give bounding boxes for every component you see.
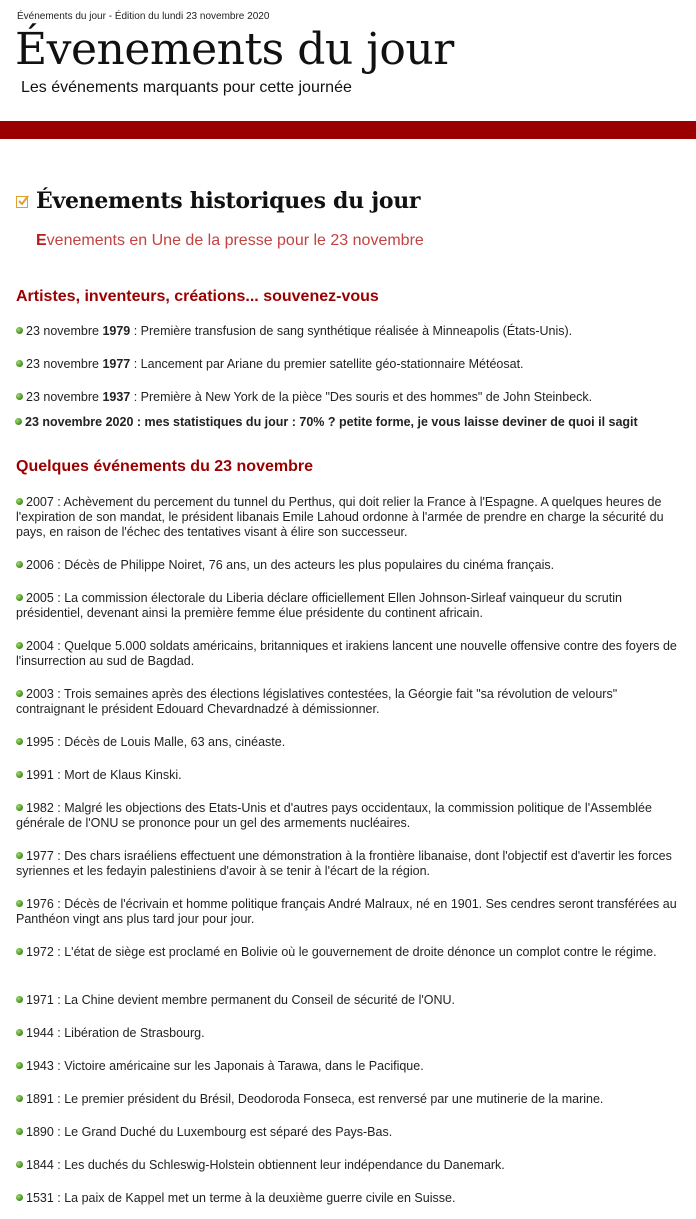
bullet-icon [16, 561, 23, 568]
list-item [16, 390, 682, 405]
list-item [16, 735, 682, 750]
bullet-icon [16, 1062, 23, 1069]
bullet-icon [16, 594, 23, 601]
bullet-icon [16, 690, 23, 697]
item-year: 1977 [102, 357, 131, 371]
list-item [16, 495, 682, 540]
list-item [16, 357, 682, 372]
list-item [16, 558, 682, 573]
edition-line: Événements du jour - Édition du lundi 23 novembre 2020 [17, 11, 270, 22]
press-headlines-link[interactable] [36, 232, 424, 250]
item-date: 23 novembre [26, 324, 103, 338]
event-text: 1971 : La Chine devient membre permanent du Conseil de sécurité de l'ONU. [26, 993, 456, 1007]
list-item [16, 1125, 682, 1140]
event-text: 1972 : L'état de siège est proclamé en Bolivie où le gouvernement de droite dénonce un complot contre le régime. [26, 945, 657, 959]
bullet-icon [16, 804, 23, 811]
bullet-icon [16, 900, 23, 907]
bullet-icon [16, 738, 23, 745]
event-text: 1844 : Les duchés du Schleswig-Holstein obtiennent leur indépendance du Danemark. [26, 1158, 505, 1172]
list-item [16, 1191, 682, 1206]
events-heading: Quelques événements du 23 novembre [16, 458, 313, 475]
bullet-icon [16, 393, 23, 400]
list-item [16, 639, 682, 669]
bullet-icon [16, 1194, 23, 1201]
event-text: 2003 : Trois semaines après des élections législatives contestées, la Géorgie fait "sa révolution de velours" contraignant le président Edouard Chevardnadzé à démissionner. [16, 687, 618, 716]
bullet-icon [16, 498, 23, 505]
bullet-icon [16, 1128, 23, 1135]
item-text: : Lancement par Ariane du premier satellite géo-stationnaire Météosat. [130, 357, 524, 371]
list-item [16, 591, 682, 621]
list-item [16, 687, 682, 717]
event-text: 2005 : La commission électorale du Liberia déclare officiellement Ellen Johnson-Sirleaf vainqueur du scrutin présidentiel, devenant ainsi la première femme élue présidente du continent africain. [16, 591, 622, 620]
press-link-initial: E [36, 232, 47, 249]
list-item [16, 768, 682, 783]
list-item [16, 801, 682, 831]
event-text: 2004 : Quelque 5.000 soldats américains, britanniques et irakiens lancent une nouvelle offensive contre des foyers de l'insurrection au sud de Bagdad. [16, 639, 677, 668]
list-item [16, 849, 682, 879]
bullet-icon [15, 418, 22, 425]
bullet-icon [16, 642, 23, 649]
item-year: 1937 [102, 390, 131, 404]
stats-text: 23 novembre 2020 : mes statistiques du jour : 70% ? petite forme, je vous laisse deviner de quoi il sagit [25, 415, 638, 429]
list-item [16, 945, 682, 960]
event-text: 1976 : Décès de l'écrivain et homme politique français André Malraux, né en 1901. Ses cendres seront transférées au Panthéon vingt ans plus tard jour pour jour. [16, 897, 677, 926]
event-text: 1891 : Le premier président du Brésil, Deodoroda Fonseca, est renversé par une mutinerie de la marine. [26, 1092, 604, 1106]
checkbox-icon [16, 196, 28, 208]
artists-heading: Artistes, inventeurs, créations... souvenez-vous [16, 288, 379, 305]
event-text: 1943 : Victoire américaine sur les Japonais à Tarawa, dans le Pacifique. [26, 1059, 424, 1073]
section-header [16, 188, 420, 214]
bullet-icon [16, 771, 23, 778]
header-band [0, 121, 696, 139]
event-text: 1991 : Mort de Klaus Kinski. [26, 768, 182, 782]
list-item [16, 1092, 682, 1107]
press-link-text: venements en Une de la presse pour le 23 novembre [46, 232, 424, 249]
item-date: 23 novembre [26, 390, 103, 404]
bullet-icon [16, 1161, 23, 1168]
list-item [16, 897, 682, 927]
item-text: : Première à New York de la pièce "Des souris et des hommes" de John Steinbeck. [130, 390, 593, 404]
list-item [16, 324, 682, 339]
stats-item [15, 415, 681, 430]
item-date: 23 novembre [26, 357, 103, 371]
bullet-icon [16, 948, 23, 955]
list-item [16, 993, 682, 1008]
site-tagline: Les événements marquants pour cette journée [21, 79, 352, 96]
site-title[interactable]: Évenements du jour [15, 24, 454, 75]
item-year: 1979 [102, 324, 131, 338]
list-item [16, 1026, 682, 1041]
event-text: 1890 : Le Grand Duché du Luxembourg est séparé des Pays-Bas. [26, 1125, 393, 1139]
event-text: 1977 : Des chars israéliens effectuent une démonstration à la frontière libanaise, dont l'objectif est d'avertir les forces syriennes et les fedayin palestiniens d'avoir à se tenir à l'écart de la région. [16, 849, 672, 878]
bullet-icon [16, 327, 23, 334]
list-item [16, 1059, 682, 1074]
event-text: 2007 : Achèvement du percement du tunnel du Perthus, qui doit relier la France à l'Espagne. A quelques heures de l'expiration de son mandat, le président libanais Emile Lahoud ordonne à l'armée de prendre en charge la sécurité du pays, en raison de l'échec des tentatives visant à élire son successeur. [16, 495, 664, 539]
bullet-icon [16, 852, 23, 859]
section-title: Évenements historiques du jour [36, 188, 421, 214]
item-text: : Première transfusion de sang synthétique réalisée à Minneapolis (États-Unis). [130, 324, 573, 338]
bullet-icon [16, 1029, 23, 1036]
event-text: 1531 : La paix de Kappel met un terme à la deuxième guerre civile en Suisse. [26, 1191, 456, 1205]
bullet-icon [16, 996, 23, 1003]
event-text: 1995 : Décès de Louis Malle, 63 ans, cinéaste. [26, 735, 286, 749]
event-text: 1944 : Libération de Strasbourg. [26, 1026, 205, 1040]
bullet-icon [16, 360, 23, 367]
event-text: 2006 : Décès de Philippe Noiret, 76 ans, un des acteurs les plus populaires du cinéma français. [26, 558, 555, 572]
bullet-icon [16, 1095, 23, 1102]
event-text: 1982 : Malgré les objections des Etats-Unis et d'autres pays occidentaux, la commission politique de l'Assemblée générale de l'ONU se prononce pour un gel des armements nucléaires. [16, 801, 652, 830]
list-item [16, 1158, 682, 1173]
